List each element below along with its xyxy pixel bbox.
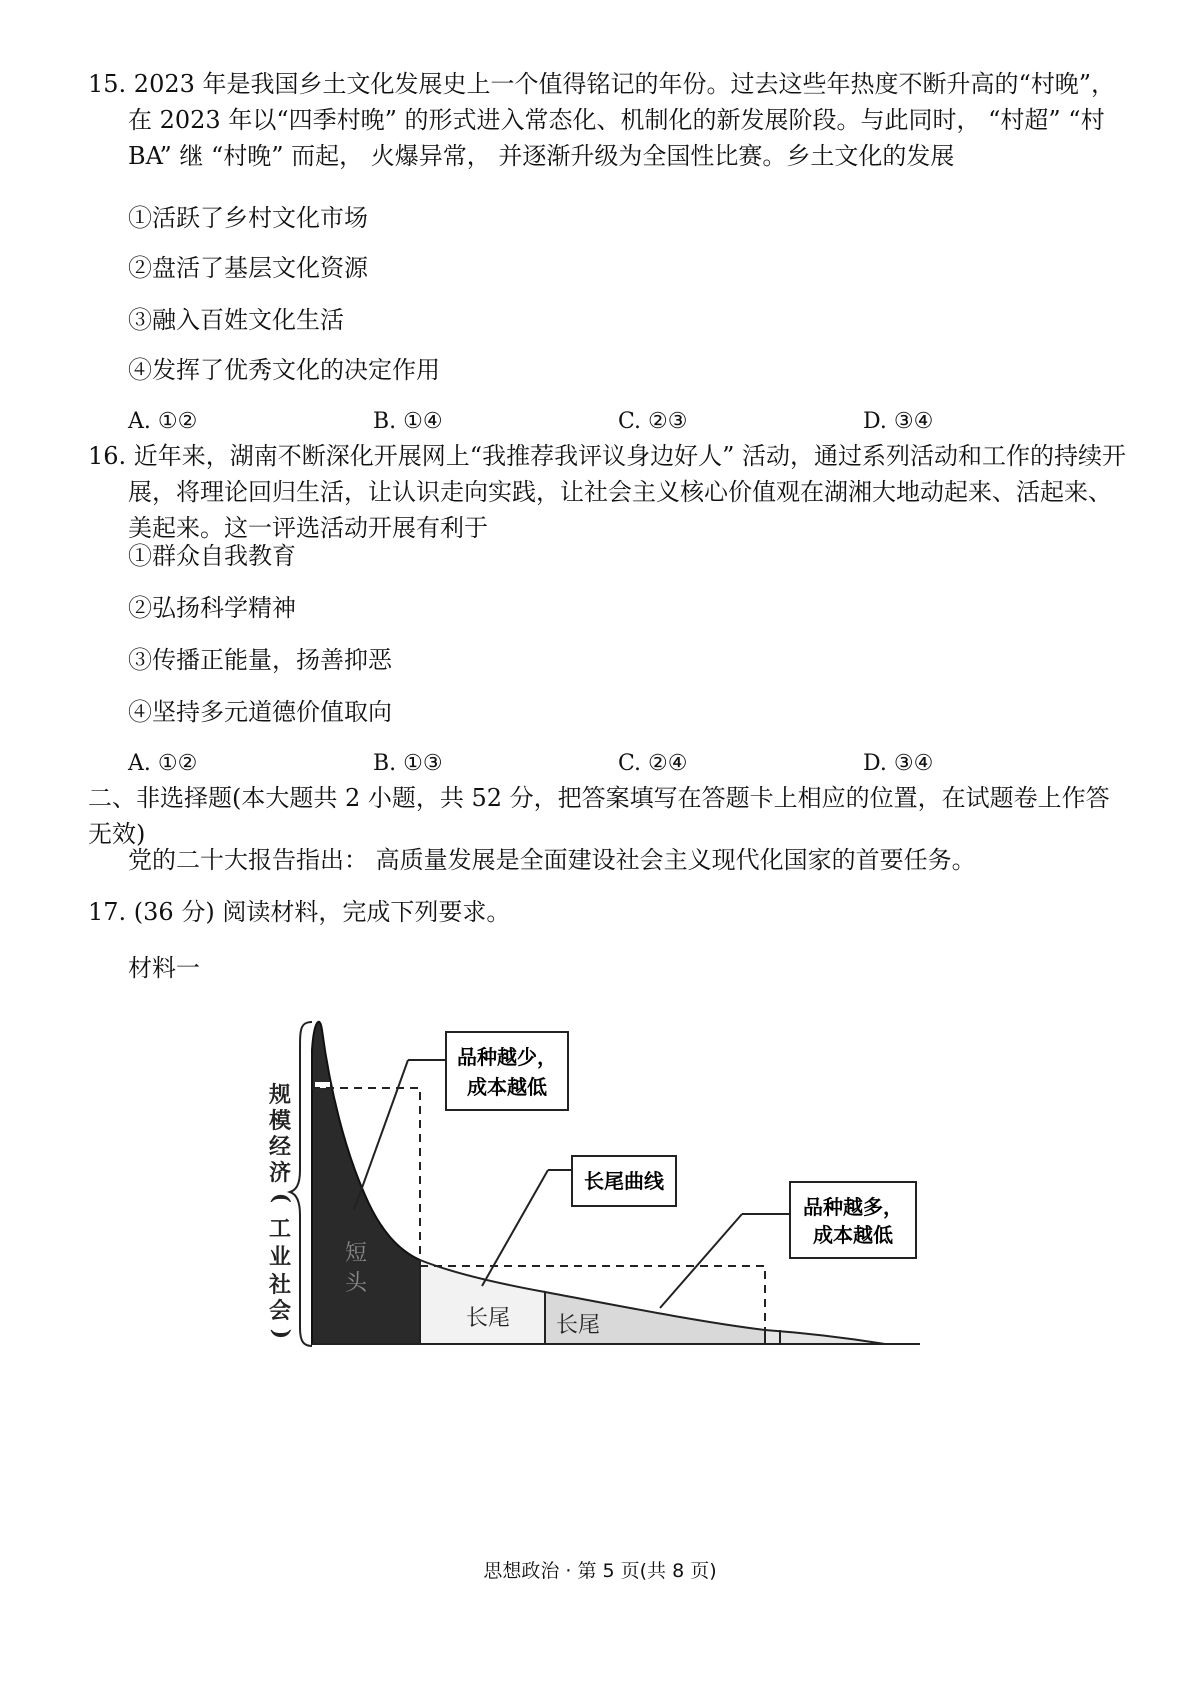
q15-option-4: ④发挥了优秀文化的决定作用 bbox=[128, 356, 440, 384]
y-axis-char: 会 bbox=[268, 1298, 292, 1324]
y-axis-char: 社 bbox=[268, 1272, 292, 1298]
q16-choice-d: D. ③④ bbox=[863, 751, 934, 776]
y-axis-char: 济 bbox=[268, 1160, 292, 1186]
q16-choice-c: C. ②④ bbox=[618, 751, 688, 776]
q17-stem: 17. (36 分) 阅读材料，完成下列要求。 bbox=[88, 898, 511, 926]
q15-choice-a: A. ①② bbox=[128, 409, 198, 434]
section2-title: 二、非选择题(本大题共 2 小题，共 52 分，把答案填写在答题卡上相应的位置，在试题卷上作答无效) bbox=[88, 784, 1110, 848]
q15-choice-c: C. ②③ bbox=[618, 409, 688, 434]
y-axis-char: 业 bbox=[268, 1244, 292, 1270]
callout-few-leader bbox=[354, 1060, 408, 1210]
q16-option-1: ①群众自我教育 bbox=[128, 542, 296, 570]
q15-choice-b: B. ①④ bbox=[373, 409, 443, 434]
y-axis-brace bbox=[290, 1022, 312, 1346]
callout-few-line-1: 品种越少， bbox=[457, 1045, 557, 1069]
callout-curve-leader bbox=[482, 1170, 548, 1286]
head-label-1: 短 bbox=[344, 1241, 368, 1266]
tail-area-3 bbox=[765, 1330, 885, 1344]
tail-area-1 bbox=[420, 1260, 545, 1344]
q15-option-1: ①活跃了乡村文化市场 bbox=[128, 204, 368, 232]
y-axis-char: 模 bbox=[268, 1108, 292, 1134]
callout-many-line-2: 成本越低 bbox=[813, 1223, 893, 1247]
q15-option-2: ②盘活了基层文化资源 bbox=[128, 254, 368, 282]
q16-choice-b: B. ①③ bbox=[373, 751, 443, 776]
q16-option-3: ③传播正能量，扬善抑恶 bbox=[128, 646, 392, 674]
head-label-2: 头 bbox=[344, 1271, 368, 1296]
y-axis-char: 经 bbox=[268, 1134, 292, 1160]
q16-option-4: ④坚持多元道德价值取向 bbox=[128, 698, 392, 726]
q17-material-label: 材料一 bbox=[128, 954, 200, 982]
callout-many-line-1: 品种越多， bbox=[803, 1195, 903, 1219]
callout-curve-text: 长尾曲线 bbox=[584, 1169, 664, 1193]
q16-stem: 16. 近年来，湖南不断深化开展网上“我推荐我评议身边好人” 活动，通过系列活动和工作的持续开展，将理论回归生活，让认识走向实践，让社会主义核心价值观在湖湘大地动起来、活起来、美起来。这一评选活动开展有利于 bbox=[88, 442, 1126, 542]
y-axis-char: 规 bbox=[268, 1082, 292, 1108]
tail-label-1: 长尾 bbox=[465, 1306, 511, 1331]
y-axis-char: ) bbox=[268, 1328, 294, 1340]
y-axis-label bbox=[268, 1082, 294, 1339]
y-axis-char: ( bbox=[268, 1192, 294, 1204]
q15-choice-d: D. ③④ bbox=[863, 409, 934, 434]
q15-stem: 15. 2023 年是我国乡土文化发展史上一个值得铭记的年份。过去这些年热度不断升高的“村晚”，在 2023 年以“四季村晚” 的形式进入常态化、机制化的新发展阶段。与此同时， “村超” “村 BA” 继 “村晚” 而起， 火爆异常， 并逐渐升级为全国性比赛。乡土文化的发展 bbox=[88, 70, 1116, 170]
q15-option-3: ③融入百姓文化生活 bbox=[128, 306, 344, 334]
callout-many-leader bbox=[660, 1214, 742, 1308]
page-footer: 思想政治 · 第 5 页(共 8 页) bbox=[483, 1560, 717, 1582]
q16-option-2: ②弘扬科学精神 bbox=[128, 594, 296, 622]
long-tail-figure bbox=[0, 1010, 1200, 1430]
y-axis-char: 工 bbox=[268, 1216, 292, 1242]
section2-intro: 党的二十大报告指出： 高质量发展是全面建设社会主义现代化国家的首要任务。 bbox=[128, 846, 976, 874]
q16-choice-a: A. ①② bbox=[128, 751, 198, 776]
callout-few-line-2: 成本越低 bbox=[467, 1075, 547, 1099]
tail-label-2: 长尾 bbox=[555, 1313, 601, 1338]
